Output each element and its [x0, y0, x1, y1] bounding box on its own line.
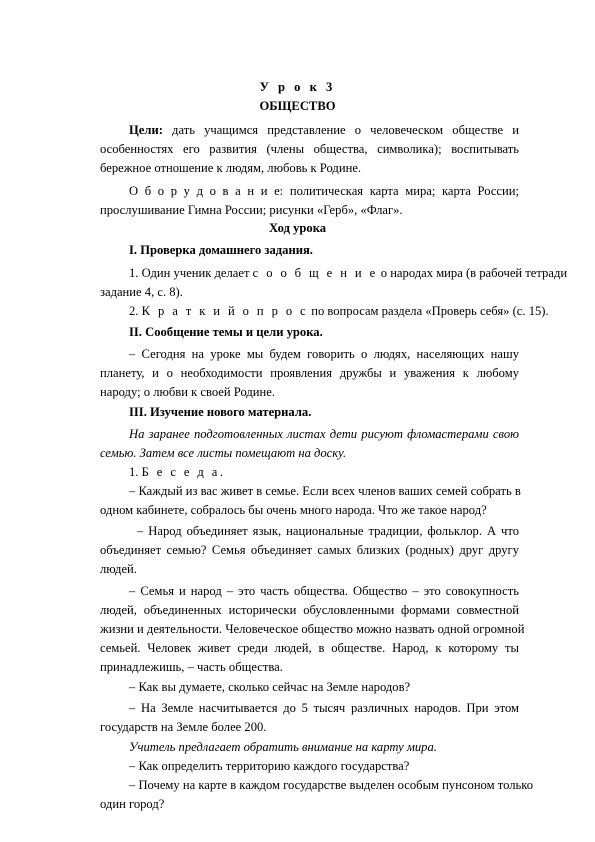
section1-heading: I. Проверка домашнего задания. [129, 243, 313, 257]
dialogue-p3-line-3: жизни и деятельности. Человеческое общество можно назвать одной огромной [100, 622, 525, 636]
section1-item2: 2. К р а т к и й о п р о с по вопросам раздела «Проверь себя» (с. 15). [129, 304, 549, 318]
section2-line-2: планету, и о необходимости проявления дружбы и уважения к любому [100, 366, 519, 380]
goals-line-3: бережное отношение к людям, любовь к Родине. [100, 161, 362, 175]
section2-heading: II. Сообщение темы и цели урока. [129, 325, 323, 339]
section2-line-1: – Сегодня на уроке мы будем говорить о людях, населяющих нашу [129, 347, 519, 361]
teacher-instruction: Учитель предлагает обратить внимание на карту мира. [129, 740, 437, 754]
dialogue-p3-line-4: семьей. Человек живет среди людей, в обществе. Народ, к которому ты [100, 641, 519, 655]
dialogue-question-2: – Как определить территорию каждого государства? [129, 759, 410, 773]
dialogue-p4-line-2: государств на Земле более 200. [100, 720, 267, 734]
dialogue-question-3-line-2: один город? [100, 797, 165, 811]
dialogue-p2-line-2: объединяет семью? Семья объединяет самых близких (родных) друг другу [100, 543, 519, 557]
dialogue-question-1: – Как вы думаете, сколько сейчас на Земле народов? [129, 680, 411, 694]
dialogue-p2-line-1: – Народ объединяет язык, национальные традиции, фольклор. А что [137, 524, 519, 538]
dialogue-p2-line-3: людей. [100, 562, 137, 576]
talk-label: 1. Б е с е д а. [129, 465, 226, 479]
section1-item1-line1: 1. Один ученик делает с о о б щ е н и е о народах мира (в рабочей тетради [129, 266, 568, 280]
section3-italic-line-2: семью. Затем все листы помещают на доску. [100, 446, 347, 460]
lesson-number: У р о к 3 [259, 80, 336, 94]
dialogue-p3-line-2: людей, объединенных исторически обусловленными формами совместной [100, 603, 519, 617]
equipment-line-2: прослушивание Гимна России; рисунки «Герб», «Флаг». [100, 203, 403, 217]
goals-line-1: Цели: дать учащимся представление о человеческом обществе и [129, 123, 519, 137]
dialogue-p3-line-5: принадлежишь, – часть общества. [100, 660, 283, 674]
goals-line-2: особенностях его развития (члены общества, символика); воспитывать [100, 142, 519, 156]
section1-item1-line2: задание 4, с. 8). [100, 285, 183, 299]
section3-heading: III. Изучение нового материала. [129, 405, 312, 419]
dialogue-p1-line-1: – Каждый из вас живет в семье. Если всех членов ваших семей собрать в [129, 484, 521, 498]
dialogue-p1-line-2: одном кабинете, собралось бы очень много народа. Что же такое народ? [100, 503, 487, 517]
course-heading: Ход урока [268, 221, 327, 235]
dialogue-p3-line-1: – Семья и народ – это часть общества. Общество – это совокупность [129, 584, 519, 598]
section3-italic-line-1: На заранее подготовленных листах дети рисуют фломастерами свою [129, 427, 519, 441]
goals-label: Цели: [129, 123, 163, 137]
dialogue-p4-line-1: – На Земле насчитывается до 5 тысяч различных народов. При этом [129, 701, 519, 715]
lesson-title: ОБЩЕСТВО [259, 99, 336, 113]
equipment-line-1: О б о р у д о в а н и е: политическая карта мира; карта России; [129, 184, 519, 198]
equipment-label: О б о р у д о в а н и е: [129, 184, 284, 198]
dialogue-question-3-line-1: – Почему на карте в каждом государстве выделен особым пунсоном только [129, 778, 534, 792]
section2-line-3: народу; о любви к своей Родине. [100, 385, 276, 399]
